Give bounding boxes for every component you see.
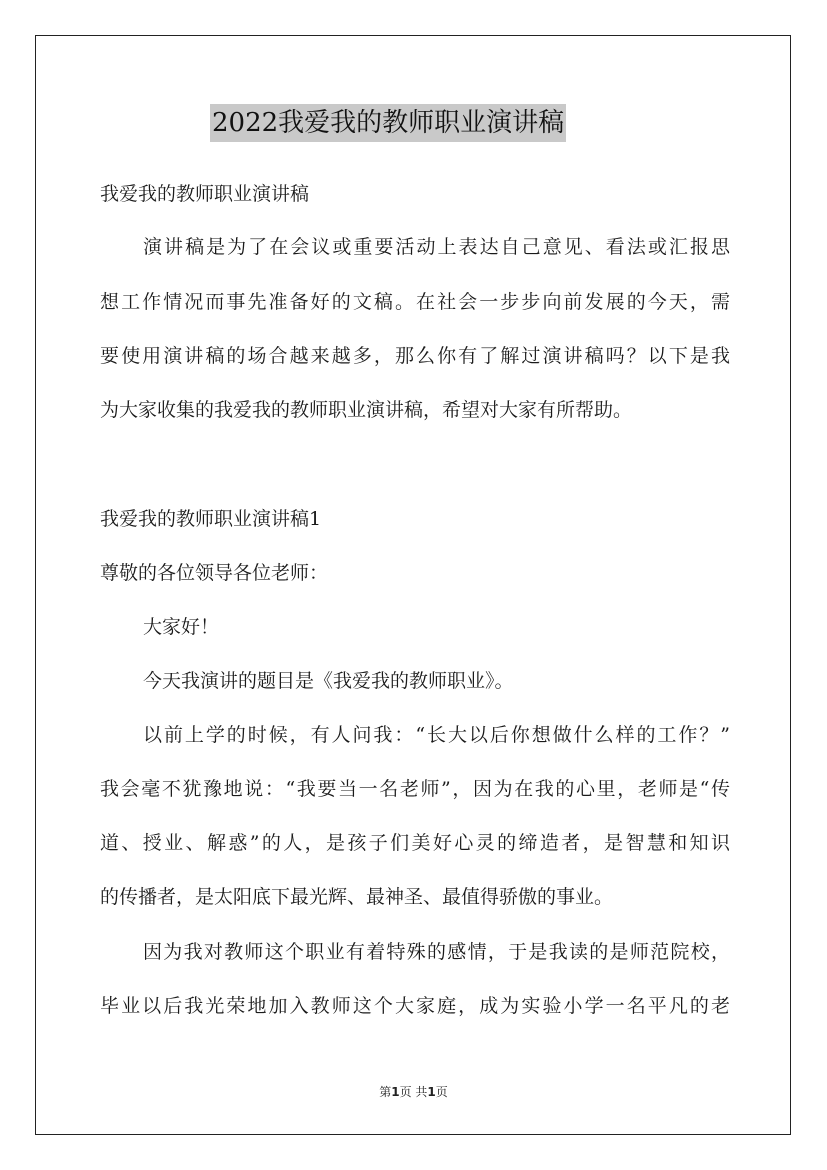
paragraph-line: 我会毫不犹豫地说：“我要当一名老师”，因为在我的心里，老师是“传 — [100, 778, 730, 800]
paragraph-line: 的传播者，是太阳底下最光辉、最神圣、最值得骄傲的事业。 — [100, 886, 614, 908]
paragraph-line: 为大家收集的我爱我的教师职业演讲稿，希望对大家有所帮助。 — [100, 399, 633, 421]
paragraph-line: 今天我演讲的题目是《我爱我的教师职业》。 — [143, 670, 514, 692]
paragraph-line: 要使用演讲稿的场合越来越多，那么你有了解过演讲稿吗？以下是我 — [100, 345, 730, 367]
page-prefix: 第 — [379, 1085, 392, 1099]
page-mid: 页 共 — [399, 1085, 428, 1099]
page-suffix: 页 — [435, 1085, 448, 1099]
current-page-number: 1 — [391, 1085, 400, 1099]
document-title: 2022我爱我的教师职业演讲稿 — [210, 104, 566, 142]
paragraph-line: 以前上学的时候，有人问我：“长大以后你想做什么样的工作？” — [143, 724, 730, 746]
paragraph-line: 道、授业、解惑”的人，是孩子们美好心灵的缔造者，是智慧和知识 — [100, 832, 730, 854]
greeting-line: 大家好！ — [143, 616, 220, 638]
subtitle-line: 我爱我的教师职业演讲稿 — [100, 183, 310, 205]
salutation-line: 尊敬的各位领导各位老师： — [100, 562, 329, 584]
paragraph-line: 演讲稿是为了在会议或重要活动上表达自己意见、看法或汇报思 — [143, 236, 730, 258]
total-page-number: 1 — [427, 1085, 436, 1099]
paragraph-line: 想工作情况而事先准备好的文稿。在社会一步步向前发展的今天，需 — [100, 291, 730, 313]
paragraph-line: 因为我对教师这个职业有着特殊的感情，于是我读的是师范院校， — [143, 941, 730, 963]
section-heading: 我爱我的教师职业演讲稿1 — [100, 508, 322, 530]
page-footer — [0, 1084, 827, 1100]
paragraph-line: 毕业以后我光荣地加入教师这个大家庭，成为实验小学一名平凡的老 — [100, 995, 730, 1017]
